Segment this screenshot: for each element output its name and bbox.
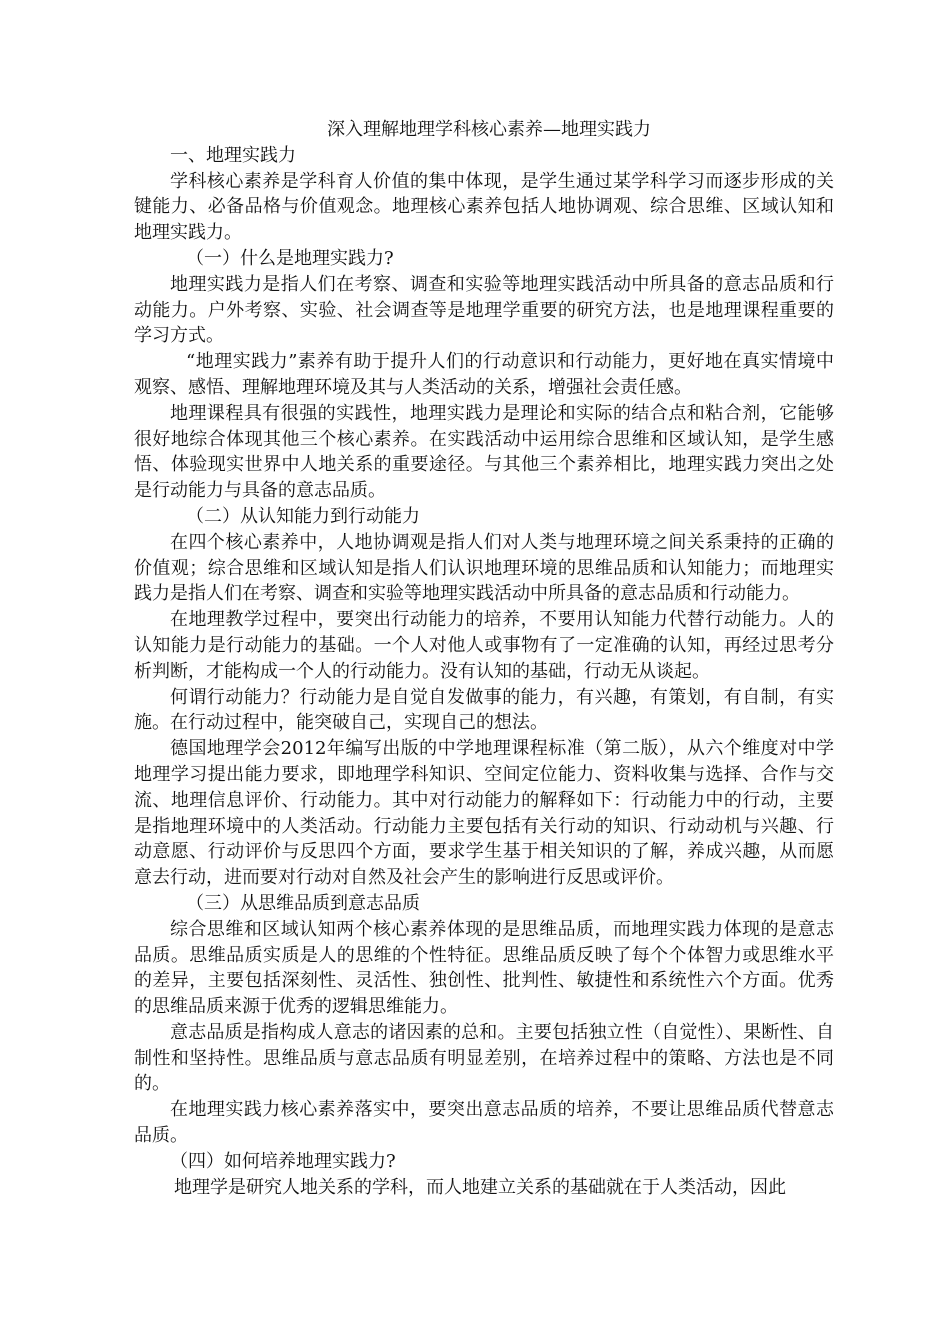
paragraph: 在四个核心素养中，人地协调观是指人们对人类与地理环境之间关系秉持的正确的价值观；综合思维和区域认知是指人们认识地理环境的思维品质和认知能力；而地理实践力是指人们在考察、调查和实验等地理实践活动中所具备的意志品质和行动能力。 [134, 531, 834, 605]
paragraph: “地理实践力”素养有助于提升人们的行动意识和行动能力，更好地在真实情境中观察、感悟、理解地理环境及其与人类活动的关系，增强社会责任感。 [134, 351, 834, 398]
paragraph: 德国地理学会2012年编写出版的中学地理课程标准（第二版），从六个维度对中学地理学习提出能力要求，即地理学科知识、空间定位能力、资料收集与选择、合作与交流、地理信息评价、行动能力。其中对行动能力的解释如下：行动能力中的行动，主要是指地理环境中的人类活动。行动能力主要包括有关行动的知识、行动动机与兴趣、行动意愿、行动评价与反思四个方面，要求学生基于相关知识的了解，养成兴趣，从而愿意去行动，进而要对行动对自然及社会产生的影响进行反思或评价。 [134, 738, 834, 889]
subsection-title-2: （二）从认知能力到行动能力 [186, 505, 420, 527]
paragraph: 何谓行动能力？行动能力是自觉自发做事的能力，有兴趣，有策划，有自制，有实施。在行动过程中，能突破自己，实现自己的想法。 [134, 686, 834, 734]
paragraph: 地理课程具有很强的实践性，地理实践力是理论和实际的结合点和粘合剂，它能够很好地综合体现其他三个核心素养。在实践活动中运用综合思维和区域认知，是学生感悟、体验现实世界中人地关系的重要途径。与其他三个素养相比，地理实践力突出之处是行动能力与具备的意志品质。 [134, 402, 834, 502]
document-title: 深入理解地理学科核心素养—地理实践力 [327, 119, 651, 140]
paragraph: 地理学是研究人地关系的学科，而人地建立关系的基础就在于人类活动，因此 [174, 1176, 786, 1198]
section-heading-1: 一、地理实践力 [170, 144, 296, 166]
paragraph: 在地理实践力核心素养落实中，要突出意志品质的培养，不要让思维品质代替意志品质。 [134, 1099, 834, 1147]
document-body [134, 117, 834, 1200]
paragraph: 意志品质是指构成人意志的诸因素的总和。主要包括独立性（自觉性）、果断性、自制性和坚持性。思维品质与意志品质有明显差别，在培养过程中的策略、方法也是不同的。 [134, 1021, 834, 1095]
paragraph: 综合思维和区域认知两个核心素养体现的是思维品质，而地理实践力体现的是意志品质。思维品质实质是人的思维的个性特征。思维品质反映了每个个体智力或思维水平的差异，主要包括深刻性、灵活性、独创性、批判性、敏捷性和系统性六个方面。优秀的思维品质来源于优秀的逻辑思维能力。 [134, 918, 834, 1018]
paragraph: 在地理教学过程中，要突出行动能力的培养，不要用认知能力代替行动能力。人的认知能力是行动能力的基础。一个人对他人或事物有了一定准确的认知，再经过思考分析判断，才能构成一个人的行动能力。没有认知的基础，行动无从谈起。 [134, 609, 834, 682]
subsection-title-3: （三）从思维品质到意志品质 [186, 892, 420, 914]
subsection-title-1: （一）什么是地理实践力? [186, 247, 394, 269]
subsection-title-4: （四）如何培养地理实践力? [170, 1150, 396, 1172]
paragraph-intro: 学科核心素养是学科育人价值的集中体现，是学生通过某学科学习而逐步形成的关键能力、必备品格与价值观念。地理核心素养包括人地协调观、综合思维、区域认知和地理实践力。 [134, 170, 834, 244]
paragraph: 地理实践力是指人们在考察、调查和实验等地理实践活动中所具备的意志品质和行动能力。户外考察、实验、社会调查等是地理学重要的研究方法，也是地理课程重要的学习方式。 [134, 273, 834, 347]
